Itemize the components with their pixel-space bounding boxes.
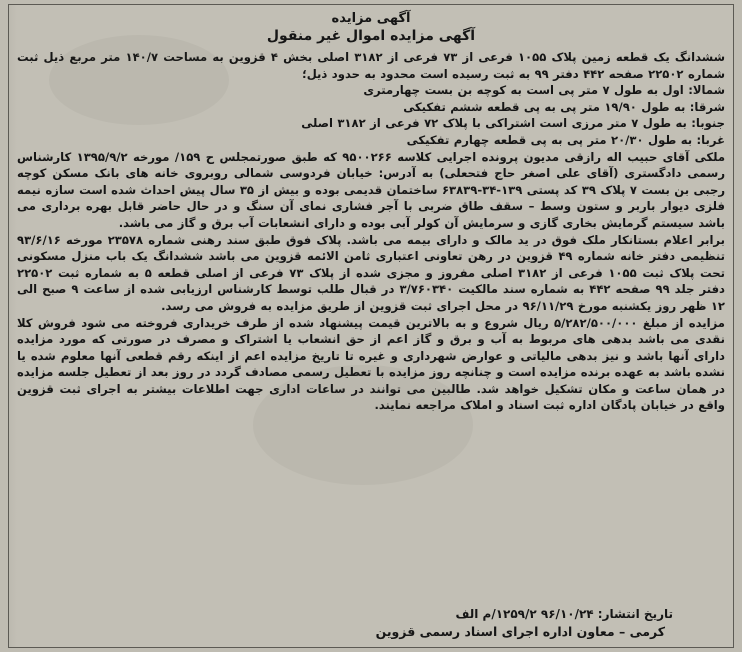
publish-date-line: تاریخ انتشار: ۹۶/۱۰/۲۴ ۱۲۵۹/۲/م الف <box>455 607 673 621</box>
owner-appraisal-paragraph: ملکی آقای حبیب اله رازقی مدیون پرونده اجرایی کلاسه ۹۵۰۰۲۶۶ که طبق صورتمجلس ح ۱۵۹/ مورخه ۱۳۹۵/۹/۲ کارشناس رسمی دادگستری (آقای علی اصغر حاج فتحعلی) به آدرس: خیابان فردوسی شمالی روبروی خانه های بانک مسکن کوچه رجبی بن بست ۷ پلاک ۳۹ کد پستی ۱۳۹-۳۴-۶۳۸۳۹ ساختمان قدیمی بوده و بیش از ۳۵ سال پیش احداث شده است سازه نیمه فلزی دیوار باربر و ستون وسط – سقف طاق ضربی با آجر فشاری نمای آن سنگ و در حال حاضر قابل بهره برداری می باشد سیستم گرمایش بخاری گازی و سرمایش آن کولر آبی بوده و دارای انشعابات آب برق و گاز می باشد. <box>17 149 725 230</box>
boundary-east: شرقا: به طول ۱۹/۹۰ متر پی به پی قطعه ششم تفکیکی <box>403 99 725 114</box>
notice-subtitle: آگهی مزایده اموال غیر منقول <box>266 28 476 44</box>
property-description: ششدانگ یک قطعه زمین پلاک ۱۰۵۵ فرعی از ۷۳ فرعی از ۳۱۸۲ اصلی بخش ۴ قزوین به مساحت ۱۴۰/۷ متر مربع ذیل ثبت شماره ۲۲۵۰۲ صفحه ۴۴۲ دفتر ۹۹ به ثبت رسیده است محدود به حدود ذیل؛ <box>17 50 725 81</box>
notice-frame <box>8 4 734 648</box>
boundary-south: جنوبا: به طول ۷ متر مرزی است اشتراکی با پلاک ۷۲ فرعی از ۳۱۸۲ اصلی <box>301 116 725 131</box>
signature-line: کرمی – معاون اداره اجرای اسناد رسمی قزوین <box>375 624 665 639</box>
boundary-west: غربا: به طول ۲۰/۳۰ متر پی به پی قطعه چهارم تفکیکی <box>406 132 725 147</box>
notice-body <box>17 49 725 414</box>
notice-title: آگهی مزایده <box>331 11 411 26</box>
auction-terms-paragraph: مزایده از مبلغ ۵/۲۸۲/۵۰۰/۰۰۰ ریال شروع و به بالاترین قیمت پیشنهاد شده از طرف خریداری فروخته می شود فروش کلا نقدی می باشد بدهی های مربوط به آب و برق و گاز اعم از حق انشعاب یا اشتراک و مصرف در صورتی که مورد مزایده دارای آنها باشد و نیز بدهی مالیاتی و عوارض شهرداری و غیره تا تاریخ مزایده اعم از اینکه رقم قطعی آنها معلوم شده یا نشده باشد به عهده برنده مزایده است و چنانچه روز مزایده با تعطیل رسمی مصادف گردد در روز بعد از تعطیل جلسه مزایده در همان ساعت و مکان تشکیل خواهد شد. طالبین می توانند در ساعات اداری جهت اطلاعات بیشتر به اجرای ثبت قزوین واقع در خیابان پادگان اداره ثبت اسناد و املاک مراجعه نمایند. <box>17 315 725 413</box>
boundary-north: شمالا: اول به طول ۷ متر پی است به کوچه بن بست چهارمتری <box>363 83 725 98</box>
mortgage-paragraph: برابر اعلام بستانکار ملک فوق در ید مالک و دارای بیمه می باشد. پلاک فوق طبق سند رهنی شماره ۲۳۵۷۸ مورخه ۹۳/۶/۱۶ تنظیمی دفتر خانه شماره ۴۹ قزوین در رهن تعاونی اعتباری ثامن الائمه قزوین می باشد ششدانگ یک باب منزل مسکونی تحت پلاک ثبت ۱۰۵۵ فرعی از ۳۱۸۲ اصلی مفروز و مجزی شده از پلاک ۷۳ فرعی از اصلی قطعه ۵ به شماره ثبت ۲۲۵۰۲ دفتر جلد ۹۹ صفحه ۴۴۲ به شماره سند مالکیت ۳/۷۶۰۳۴۰ در قبال طلب توسط کارشناس ارزیابی شده از ساعت ۹ صبح الی ۱۲ ظهر روز یکشنبه مورخ ۹۶/۱۱/۲۹ در محل اجرای ثبت قزوین از طریق مزایده به فروش می رسد. <box>17 232 725 313</box>
notice-footer <box>17 605 725 641</box>
